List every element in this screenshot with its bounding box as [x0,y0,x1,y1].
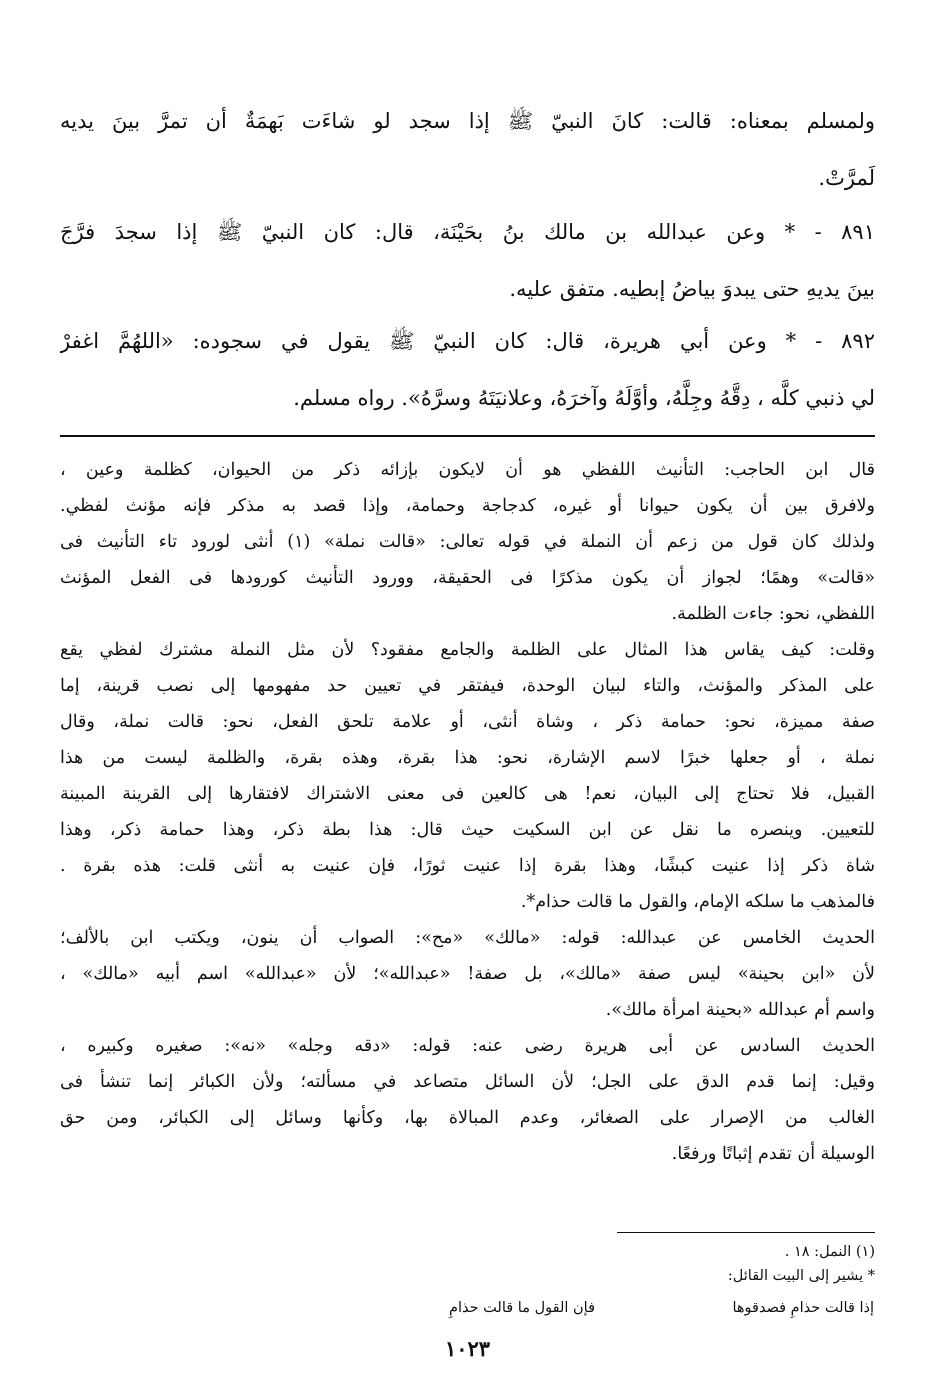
commentary-line: ولافرق بين أن يكون حيوانا أو غيره، كدجاجة وحمامة، وإذا قصد به مذكر فإنه مؤنث لفظي. [60,496,875,516]
commentary-line: الحديث الخامس عن عبدالله: قوله: «مالك» «مح»: الصواب أن ينون، ويكتب ابن بالألف؛ [60,928,875,948]
separator-rule [60,435,875,437]
hadith-line: ٨٩٢ - * وعن أبي هريرة، قال: كان النبيّ ﷺ يقول في سجوده: «اللهُمَّ اغفرْ [60,329,875,353]
poem-hemistich: فإن القول ما قالت حذامِ [448,1300,595,1316]
commentary-line: على المذكر والمؤنث، والتاء لبيان الوحدة، فيفتقر في تعيين حد مفهومها إلى نصب قرينة، إما [60,676,875,696]
hadith-line: ٨٩١ - * وعن عبدالله بن مالك بنُ بحَيْنَة، قال: كان النبيّ ﷺ إذا سجدَ فرَّجَ [60,220,875,244]
hadith-text [60,93,875,207]
commentary-line: قال ابن الحاجب: التأنيث اللفظي هو أن لايكون بإزائه ذكر من الحيوان، كظلمة وعين ، [60,460,875,480]
commentary-line: فالمذهب ما سلكه الإمام، والقول ما قالت حذام*. [520,892,875,912]
commentary-line: ولذلك كان قول من زعم أن النملة في قوله تعالى: «قالت نملة» (١) أنثى لورود تاء التأنيث فى [60,532,875,552]
hadith-line: لَمرَّتْ. [818,166,875,190]
commentary-line: القبيل، فلا تحتاج إلى البيان، نعم! هى كالعين فى معنى الاشتراك لافتقارها إلى القرينة المبينة [60,784,875,804]
hadith-891 [60,204,875,318]
page-number: ١٠٢٣ [444,1336,491,1361]
commentary-line: واسم أم عبدالله «بحينة امرأة مالك». [605,1000,875,1020]
hadith-line: لي ذنبي كلَّه ، دِقَّهُ وجِلَّهُ، وأوَّلَهُ وآخرَهُ، وعلانيَتَهُ وسرَّهُ». رواه مسلم. [293,386,875,410]
footnote-line: (١) النمل: ١٨ . [784,1244,875,1260]
commentary-line: الوسيلة أن تقدم إثباتًا ورفعًا. [671,1144,875,1164]
commentary-section [60,452,875,1172]
commentary-line: «قالت» وهمًا؛ لجواز أن يكون مذكرًا فى الحقيقة، وورود التأنيث كورودها فى الفعل المؤنث [60,568,875,588]
commentary-line: شاة ذكر إذا عنيت كبشًا، وهذا بقرة إذا عنيت ثورًا، فإن عنيت به أنثى قلت: هذه بقرة . [60,856,875,876]
footnote-line: * يشير إلى البيت القائل: [727,1268,875,1284]
poem-hemistich: إذا قالت حذامِ فصدقوها [732,1300,874,1316]
hadith-892 [60,313,875,427]
commentary-line: نملة ، أو جعلها خبرًا لاسم الإشارة، نحو: هذا بقرة، وهذه بقرة، والظلمة ليست من هذا [60,748,875,768]
footnotes [60,1240,875,1288]
commentary-line: الغالب من الإصرار على الصغائر، وعدم المبالاة بها، وكأنها وسائل إلى الكبائر، ومن حق [60,1108,875,1128]
commentary-line: وقلت: كيف يقاس هذا المثال على الظلمة والجامع مفقود؟ لأن مثل النملة مشترك لفظي يقع [60,640,875,660]
hadith-line: بينَ يديهِ حتى يبدوَ بياضُ إبطيه. متفق عليه. [509,277,875,301]
commentary-line: الحديث السادس عن أبى هريرة رضى عنه: قوله: «دقه وجله» «نه»: صغيره وكبيره ، [60,1036,875,1056]
poem-verse [60,1296,875,1320]
commentary-line: صفة مميزة، نحو: حمامة ذكر ، وشاة أنثى، أو علامة تلحق الفعل، نحو: قالت نملة، وقال [60,712,875,732]
commentary-line: وقيل: إنما قدم الدق على الجل؛ لأن السائل متصاعد في مسألته؛ ولأن الكبائر إنما تنشأ فى [60,1072,875,1092]
footnote-rule [617,1232,875,1233]
hadith-line: ولمسلم بمعناه: قالت: كانَ النبيّ ﷺ إذا سجد لو شاءَت بَهمَةٌ أن تمرَّ بينَ يديه [60,109,875,133]
commentary-line: اللفظي، نحو: جاءت الظلمة. [671,604,875,624]
commentary-line: لأن «ابن بحينة» ليس صفة «مالك»، بل صفة! «عبدالله»؛ لأن «عبدالله» اسم أبيه «مالك» ، [60,964,875,984]
commentary-line: للتعيين. وينصره ما نقل عن ابن السكيت حيث قال: هذا بطة ذكر، وهذا حمامة ذكر، وهذا [60,820,875,840]
